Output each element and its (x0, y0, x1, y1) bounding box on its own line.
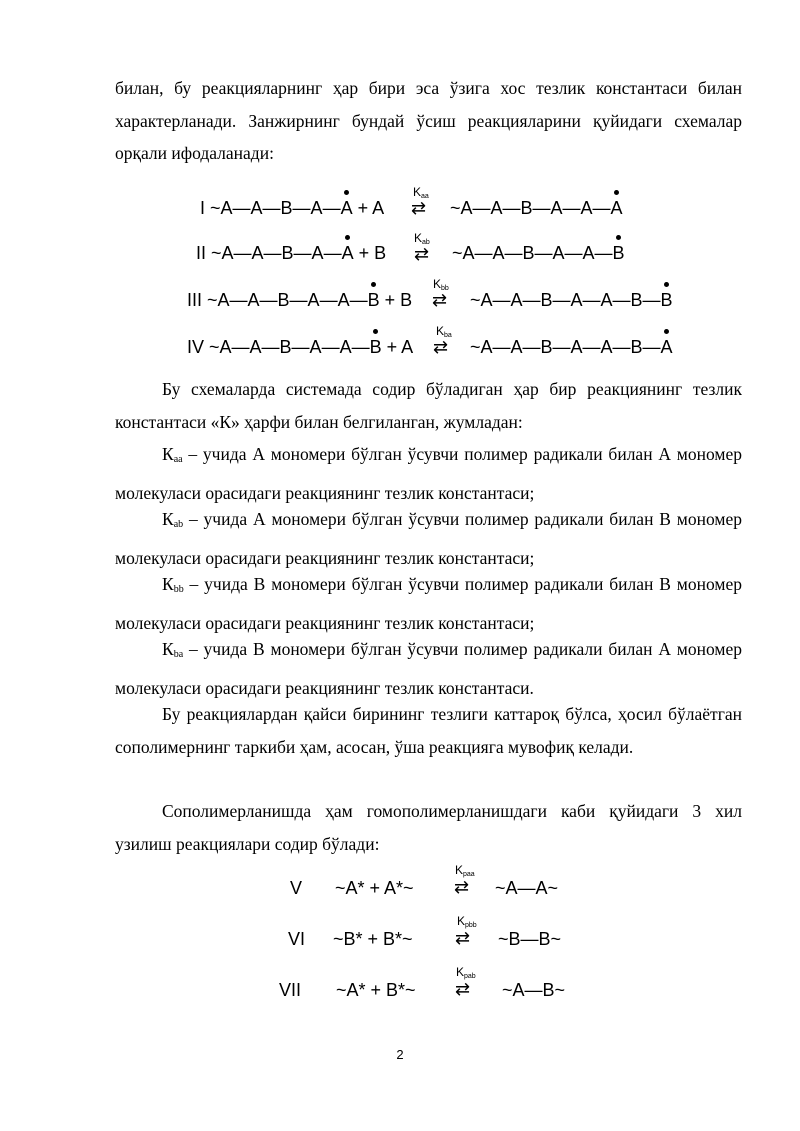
equilibrium-arrow-icon: ⇄ (433, 337, 449, 358)
equilibrium-arrow-icon: ⇄ (432, 290, 448, 311)
radical-atom: A (340, 198, 353, 218)
reaction-iv-product (470, 336, 673, 358)
reaction-right-chain: ~A—A—B—A—A— (452, 243, 613, 263)
rate-constant-label: $K_{ba}$ (436, 324, 452, 339)
reaction-v-left: ~A* + A*~ (335, 878, 414, 898)
radical-atom: B (367, 290, 380, 310)
equilibrium-arrow-icon: ⇄ (414, 244, 430, 265)
reaction-reagent: + A (386, 337, 414, 357)
rate-constant-label: $K_{bb}$ (433, 277, 449, 292)
page-number: 2 (396, 1047, 404, 1062)
reaction-reagent: + B (358, 243, 387, 263)
radical-atom: A (341, 243, 354, 263)
rate-constant-label: $K_{рbb}$ (457, 914, 477, 929)
reaction-label: I (200, 198, 206, 218)
reaction-iv (187, 336, 413, 358)
radical-atom: A (610, 198, 623, 218)
reaction-label: IV (187, 337, 205, 357)
reaction-vi-right: ~B—B~ (498, 929, 562, 949)
reaction-iii-product (470, 289, 673, 311)
reaction-left-chain: ~A—A—B—A—A— (207, 290, 368, 310)
reaction-reagent: + B (384, 290, 413, 310)
definition-kab: $К_{ab}$ – учида А мономери бўлган ўсувчи полимер радикали билан В мономер молекуласи орасидаги реакциянинг тезлик константаси; (115, 509, 742, 568)
reaction-right-chain: ~A—A—B—A—A—B— (470, 290, 661, 310)
reaction-iii (187, 289, 412, 311)
reaction-ii (196, 242, 386, 264)
reaction-v-label: V (290, 878, 303, 898)
reaction-right-chain: ~A—A—B—A—A— (450, 198, 611, 218)
equilibrium-arrow-icon: ⇄ (455, 928, 471, 949)
equilibrium-arrow-icon: ⇄ (411, 198, 427, 219)
reaction-right-chain: ~A—A—B—A—A—B— (470, 337, 661, 357)
reaction-label: III (187, 290, 203, 310)
radical-atom: B (660, 290, 673, 310)
reaction-vii-left: ~A* + B*~ (336, 980, 416, 1000)
reaction-i-product (450, 197, 623, 219)
equilibrium-arrow-icon: ⇄ (454, 877, 470, 898)
radical-atom: B (612, 243, 625, 263)
definition-kba: $К_{ba}$ – учида В мономери бўлган ўсувчи полимер радикали билан А мономер молекуласи орасидаги реакциянинг тезлик константаси. (115, 639, 742, 698)
definition-kaa: $К_{aa}$ – учида А мономери бўлган ўсувчи полимер радикали билан А мономер молекуласи орасидаги реакциянинг тезлик константаси; (115, 444, 742, 503)
paragraph-schemes: Бу схемаларда системада содир бўладиган ҳар бир реакциянинг тезлик константаси «К» ҳарфи билан белгиланган, жумладан: (115, 379, 742, 432)
paragraph-rate-comparison: Бу реакциялардан қайси бирининг тезлиги каттароқ бўлса, ҳосил бўлаётган сополимернинг таркиби ҳам, асосан, ўша реакцияга мувофиқ келади. (115, 704, 742, 757)
reaction-vii-right: ~A—B~ (502, 980, 566, 1000)
rate-constant-label: $K_{рab}$ (456, 965, 476, 980)
reaction-vii-label: VII (279, 980, 302, 1000)
reaction-reagent: + A (357, 198, 385, 218)
rate-constant-label: $K_{ab}$ (414, 231, 430, 246)
paragraph-intro: билан, бу реакцияларнинг ҳар бири эса ўзига хос тезлик константаси билан характерланади. Занжирнинг бундай ўсиш реакцияларини қуйидаги схемалар орқали ифодаланади: (115, 78, 742, 163)
reaction-left-chain: ~A—A—B—A— (211, 243, 342, 263)
reaction-ii-product (452, 242, 625, 264)
reaction-i (200, 197, 384, 219)
reaction-label: II (196, 243, 207, 263)
reaction-left-chain: ~A—A—B—A—A— (209, 337, 370, 357)
reaction-v-right: ~A—A~ (495, 878, 559, 898)
equilibrium-arrow-icon: ⇄ (455, 979, 471, 1000)
reaction-left-chain: ~A—A—B—A— (210, 198, 341, 218)
reaction-vi-label: VI (288, 929, 306, 949)
radical-atom: B (369, 337, 382, 357)
reaction-vi-left: ~B* + B*~ (333, 929, 413, 949)
paragraph-termination-intro: Сополимерланишда ҳам гомополимерланишдаги каби қуйидаги 3 хил узилиш реакциялари содир бўлади: (115, 801, 742, 854)
radical-atom: A (660, 337, 673, 357)
rate-constant-label: $K_{рaa}$ (455, 863, 475, 878)
definition-kbb: $К_{bb}$ – учида В мономери бўлган ўсувчи полимер радикали билан В мономер молекуласи орасидаги реакциянинг тезлик константаси; (115, 574, 742, 633)
rate-constant-label: $K_{aa}$ (413, 185, 429, 200)
